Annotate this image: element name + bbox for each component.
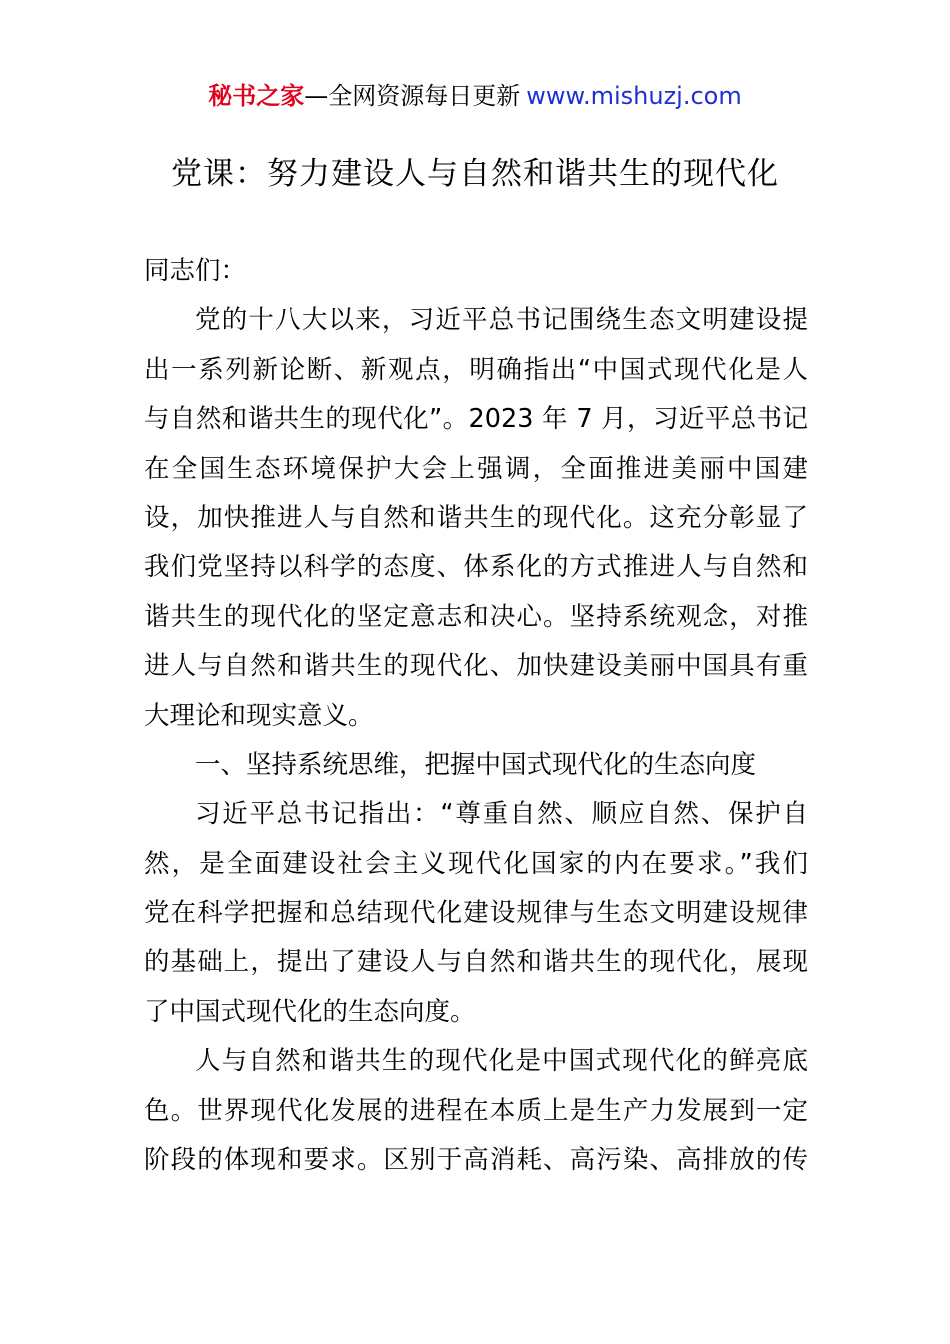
body-line: 然，是全面建设社会主义现代化国家的内在要求。”我们 <box>144 848 808 879</box>
body-line: 与自然和谐共生的现代化”。2023 年 7 月，习近平总书记 <box>144 404 808 435</box>
body-line: 设，加快推进人与自然和谐共生的现代化。这充分彰显了 <box>144 502 808 533</box>
header-tagline: —全网资源每日更新 <box>304 82 521 110</box>
body-line: 的基础上，提出了建设人与自然和谐共生的现代化，展现 <box>144 947 808 978</box>
document-title: 党课：努力建设人与自然和谐共生的现代化 <box>171 156 779 192</box>
body-line: 进人与自然和谐共生的现代化、加快建设美丽中国具有重 <box>144 651 808 682</box>
body-line: 了中国式现代化的生态向度。 <box>144 996 476 1027</box>
site-header <box>0 78 950 114</box>
body-line: 谐共生的现代化的坚定意志和决心。坚持系统观念，对推 <box>144 601 808 632</box>
body-line: 大理论和现实意义。 <box>144 700 374 731</box>
site-url-link[interactable]: www.mishuzj.com <box>526 82 742 110</box>
body-line: 我们党坚持以科学的态度、体系化的方式推进人与自然和 <box>144 552 808 583</box>
section-heading: 一、坚持系统思维，把握中国式现代化的生态向度 <box>195 749 757 780</box>
salutation: 同志们： <box>144 256 247 286</box>
body-line: 党的十八大以来，习近平总书记围绕生态文明建设提 <box>195 305 808 336</box>
brand-name: 秘书之家 <box>208 82 305 110</box>
body-line: 党在科学把握和总结现代化建设规律与生态文明建设规律 <box>144 898 808 929</box>
body-line: 出一系列新论断、新观点，明确指出“中国式现代化是人 <box>144 354 808 385</box>
body-line: 习近平总书记指出：“尊重自然、顺应自然、保护自 <box>195 799 808 830</box>
document-body <box>144 247 808 1185</box>
body-line: 人与自然和谐共生的现代化是中国式现代化的鲜亮底 <box>195 1046 808 1077</box>
body-line: 色。世界现代化发展的进程在本质上是生产力发展到一定 <box>144 1095 808 1126</box>
body-line: 在全国生态环境保护大会上强调，全面推进美丽中国建 <box>144 453 808 484</box>
body-line: 阶段的体现和要求。区别于高消耗、高污染、高排放的传 <box>144 1145 808 1176</box>
